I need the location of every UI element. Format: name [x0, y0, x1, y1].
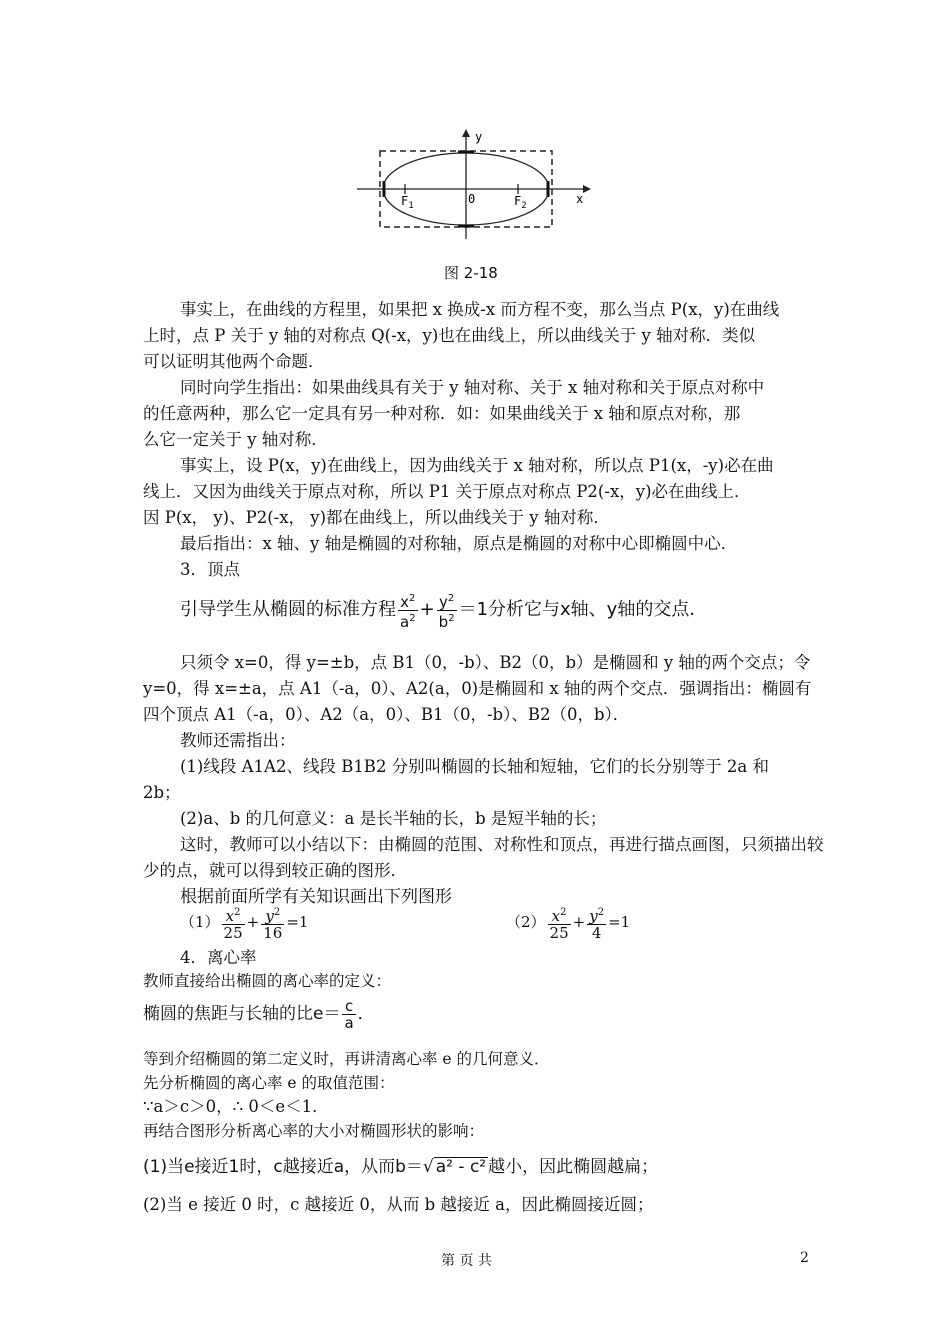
effect-line-2: (2)当 e 接近 0 时，c 越接近 0，从而 b 越接近 a，因此椭圆接近圆；	[143, 1195, 654, 1214]
fraction-y2-b2: $\frac{y^2}{b^2}$	[438, 592, 455, 631]
paragraph-line: 线上．又因为曲线关于原点对称，所以 P1 关于原点对称点 P2(-x，y)必在曲线上．	[143, 482, 751, 501]
y-axis-label: y	[475, 130, 483, 144]
paragraph-line: 这时，教师可以小结以下：由椭圆的范围、对称性和顶点，再进行描点画图，只须描出较	[180, 835, 824, 854]
paragraph-line: 再结合图形分析离心率的大小对椭圆形状的影响：	[143, 1122, 485, 1140]
paragraph-line: 教师还需指出：	[180, 731, 296, 750]
section-heading-vertices: 3．顶点	[180, 560, 240, 579]
ellipse-figure	[355, 125, 595, 285]
exercise-2: （2） $\frac{x^2}{25}$ + $\frac{y^2}{4}$ =1	[506, 907, 631, 942]
y-axis-arrow-icon	[462, 129, 470, 137]
paragraph-line: 同时向学生指出：如果曲线具有关于 y 轴对称、关于 x 轴对称和关于原点对称中	[180, 378, 765, 397]
equation-intro-text: 引导学生从椭圆的标准方程	[180, 599, 396, 620]
equation-outro-text: ＝1分析它与x轴、y轴的交点．	[458, 599, 708, 620]
fraction-x2-a2: $\frac{x^2}{a^2}$	[400, 592, 416, 631]
eccentricity-definition: 椭圆的焦距与长轴的比e＝ $\frac{c}{a}$ ．	[143, 996, 375, 1032]
paragraph-line: ∵a＞c＞0，∴ 0＜e＜1．	[143, 1097, 329, 1116]
x-axis-arrow-icon	[583, 185, 591, 193]
paragraph-line: 少的点，就可以得到较正确的图形．	[143, 861, 407, 880]
figure-caption: 图 2-18	[444, 264, 498, 282]
x-axis-label: x	[576, 192, 584, 206]
paragraph-line: 四个顶点 A1（-a，0）、A2（a，0）、B1（0，-b）、B2（0，b）．	[143, 705, 630, 724]
paragraph-line: 根据前面所学有关知识画出下列图形	[180, 887, 452, 907]
paragraph-line: 事实上，在曲线的方程里，如果把 x 换成-x 而方程不变，那么当点 P(x，y)在曲线	[180, 300, 780, 319]
paragraph-line: (2)a、b 的几何意义：a 是长半轴的长，b 是短半轴的长；	[180, 809, 607, 828]
focus-f1-label: $F_1$	[401, 194, 414, 211]
paragraph-line: y=0，得 x=±a，点 A1（-a，0）、A2(a，0)是椭圆和 x 轴的两个交点．强调指出：椭圆有	[143, 679, 812, 698]
standard-equation-line: 引导学生从椭圆的标准方程 $\frac{x^2}{a^2}$ + $\frac{y^2}{b^2}$ ＝1分析它与x轴、y轴的交点．	[180, 592, 708, 631]
focus-f2-label: $F_2$	[514, 194, 527, 211]
effect-line-1: (1)当e接近1时，c越接近a，从而b＝√ a² - c² 越小，因此椭圆越扁；	[143, 1157, 659, 1177]
paragraph-line: 教师直接给出椭圆的离心率的定义：	[143, 972, 392, 990]
paragraph-line: 因 P(x， y)、P2(-x， y)都在曲线上，所以曲线关于 y 轴对称．	[143, 508, 610, 527]
paragraph-line: 等到介绍椭圆的第二定义时，再讲清离心率 e 的几何意义．	[143, 1050, 550, 1068]
paragraph-line: 只须令 x=0，得 y=±b，点 B1（0，-b）、B2（0，b）是椭圆和 y 轴的两个交点；令	[180, 653, 811, 672]
paragraph-line: 可以证明其他两个命题．	[143, 352, 325, 371]
paragraph-line: 的任意两种，那么它一定具有另一种对称．如：如果曲线关于 x 轴和原点对称，那	[143, 404, 741, 423]
origin-label: 0	[468, 192, 476, 206]
paragraph-line: 先分析椭圆的离心率 e 的取值范围：	[143, 1074, 395, 1092]
paragraph-line: 上时，点 P 关于 y 轴的对称点 Q(-x，y)也在曲线上，所以曲线关于 y 轴对称．类似	[143, 326, 756, 345]
section-heading-eccentricity: 4．离心率	[180, 948, 257, 967]
exercise-1: （1） $\frac{x^2}{25}$ + $\frac{y^2}{16}$ =1	[180, 907, 309, 942]
paragraph-line: (1)线段 A1A2、线段 B1B2 分别叫椭圆的长轴和短轴，它们的长分别等于 2a 和	[180, 757, 770, 776]
footer-page-info: 第 页 共	[441, 1253, 492, 1269]
footer-page-number: 2	[800, 1250, 809, 1266]
paragraph-line: 2b；	[143, 783, 181, 802]
paragraph-line: 最后指出：x 轴、y 轴是椭圆的对称轴，原点是椭圆的对称中心即椭圆中心．	[180, 534, 738, 553]
paragraph-line: 么它一定关于 y 轴对称．	[143, 430, 328, 449]
paragraph-line: 事实上，设 P(x，y)在曲线上，因为曲线关于 x 轴对称，所以点 P1(x，-y)必在曲	[180, 456, 774, 475]
